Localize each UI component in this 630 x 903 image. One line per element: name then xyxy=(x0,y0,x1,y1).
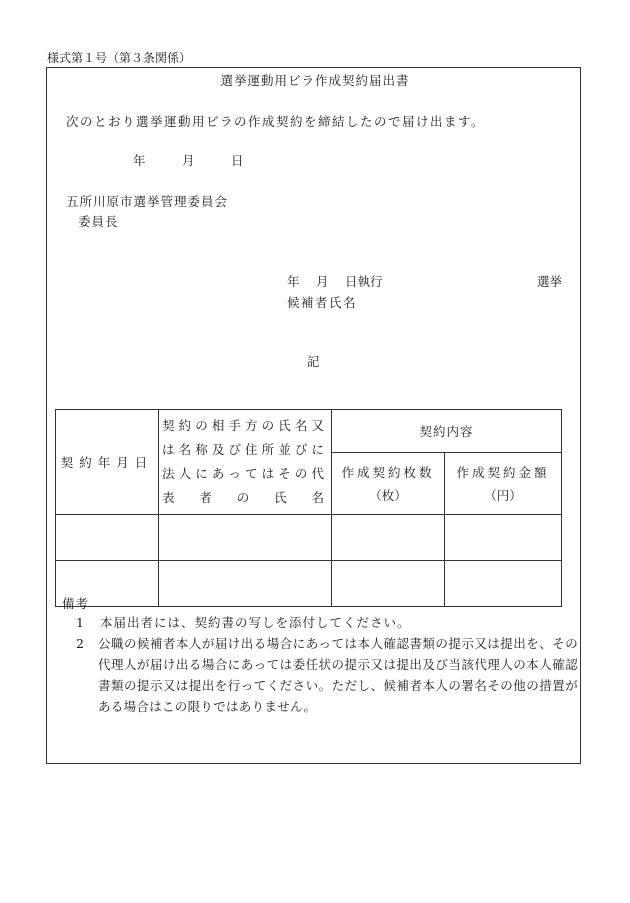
header-amount xyxy=(445,453,562,515)
header-contract-date: 契約年月日 xyxy=(56,410,159,515)
note-number: 2 xyxy=(76,636,84,651)
submission-month-label: 月 xyxy=(182,153,195,168)
candidate-name-label: 候補者氏名 xyxy=(287,295,358,310)
submission-day-label: 日 xyxy=(231,153,244,168)
cell-amount[interactable] xyxy=(445,515,562,561)
form-number: 様式第１号（第３条関係） xyxy=(47,51,192,65)
header-amount-unit: （円） xyxy=(484,487,522,503)
submission-year-label: 年 xyxy=(133,153,146,168)
election-label: 選挙 xyxy=(537,274,563,289)
notes-heading: 備考 xyxy=(62,596,90,611)
note-text: 公職の候補者本人が届け出る場合にあっては本人確認書類の提示又は提出を、その代理人が届け出る場合にあっては委任状の提示又は提出及び当該代理人の本人確認書類の提示又は提出を行ってください。ただし、候補者本人の署名その他の措置がある場合はこの限りではありません。 xyxy=(98,636,578,714)
cell-count[interactable] xyxy=(332,515,445,561)
cell-date[interactable] xyxy=(56,515,159,561)
note-number: 1 xyxy=(76,615,85,630)
ki-heading: 記 xyxy=(307,354,320,369)
table-row xyxy=(56,515,562,561)
table-row xyxy=(56,561,562,607)
header-count-unit: （枚） xyxy=(369,487,407,503)
header-contract-content: 契約内容 xyxy=(332,410,562,453)
intro-text: 次のとおり選挙運動用ビラの作成契約を締結したので届け出ます。 xyxy=(66,114,486,129)
cell-amount[interactable] xyxy=(445,561,562,607)
header-count xyxy=(332,453,445,515)
note-item-1 xyxy=(76,612,410,633)
addressee-chair: 委員長 xyxy=(78,214,119,229)
election-year-label: 年 xyxy=(287,274,300,289)
addressee-committee: 五所川原市選挙管理委員会 xyxy=(66,194,229,209)
election-day-label: 日執行 xyxy=(345,274,383,289)
cell-party[interactable] xyxy=(159,561,332,607)
cell-party[interactable] xyxy=(159,515,332,561)
header-amount-label: 作成契約金額 xyxy=(456,464,550,480)
cell-count[interactable] xyxy=(332,561,445,607)
contract-table xyxy=(55,409,562,607)
header-contract-party: 契約の相手方の氏名又は名称及び住所並びに法人にあってはその代表者の氏名 xyxy=(159,410,332,515)
election-month-label: 月 xyxy=(316,274,329,289)
header-count-label: 作成契約枚数 xyxy=(341,464,435,480)
note-text: 本届出者には、契約書の写しを添付してください。 xyxy=(99,615,411,630)
form-title: 選挙運動用ビラ作成契約届出書 xyxy=(220,73,410,88)
